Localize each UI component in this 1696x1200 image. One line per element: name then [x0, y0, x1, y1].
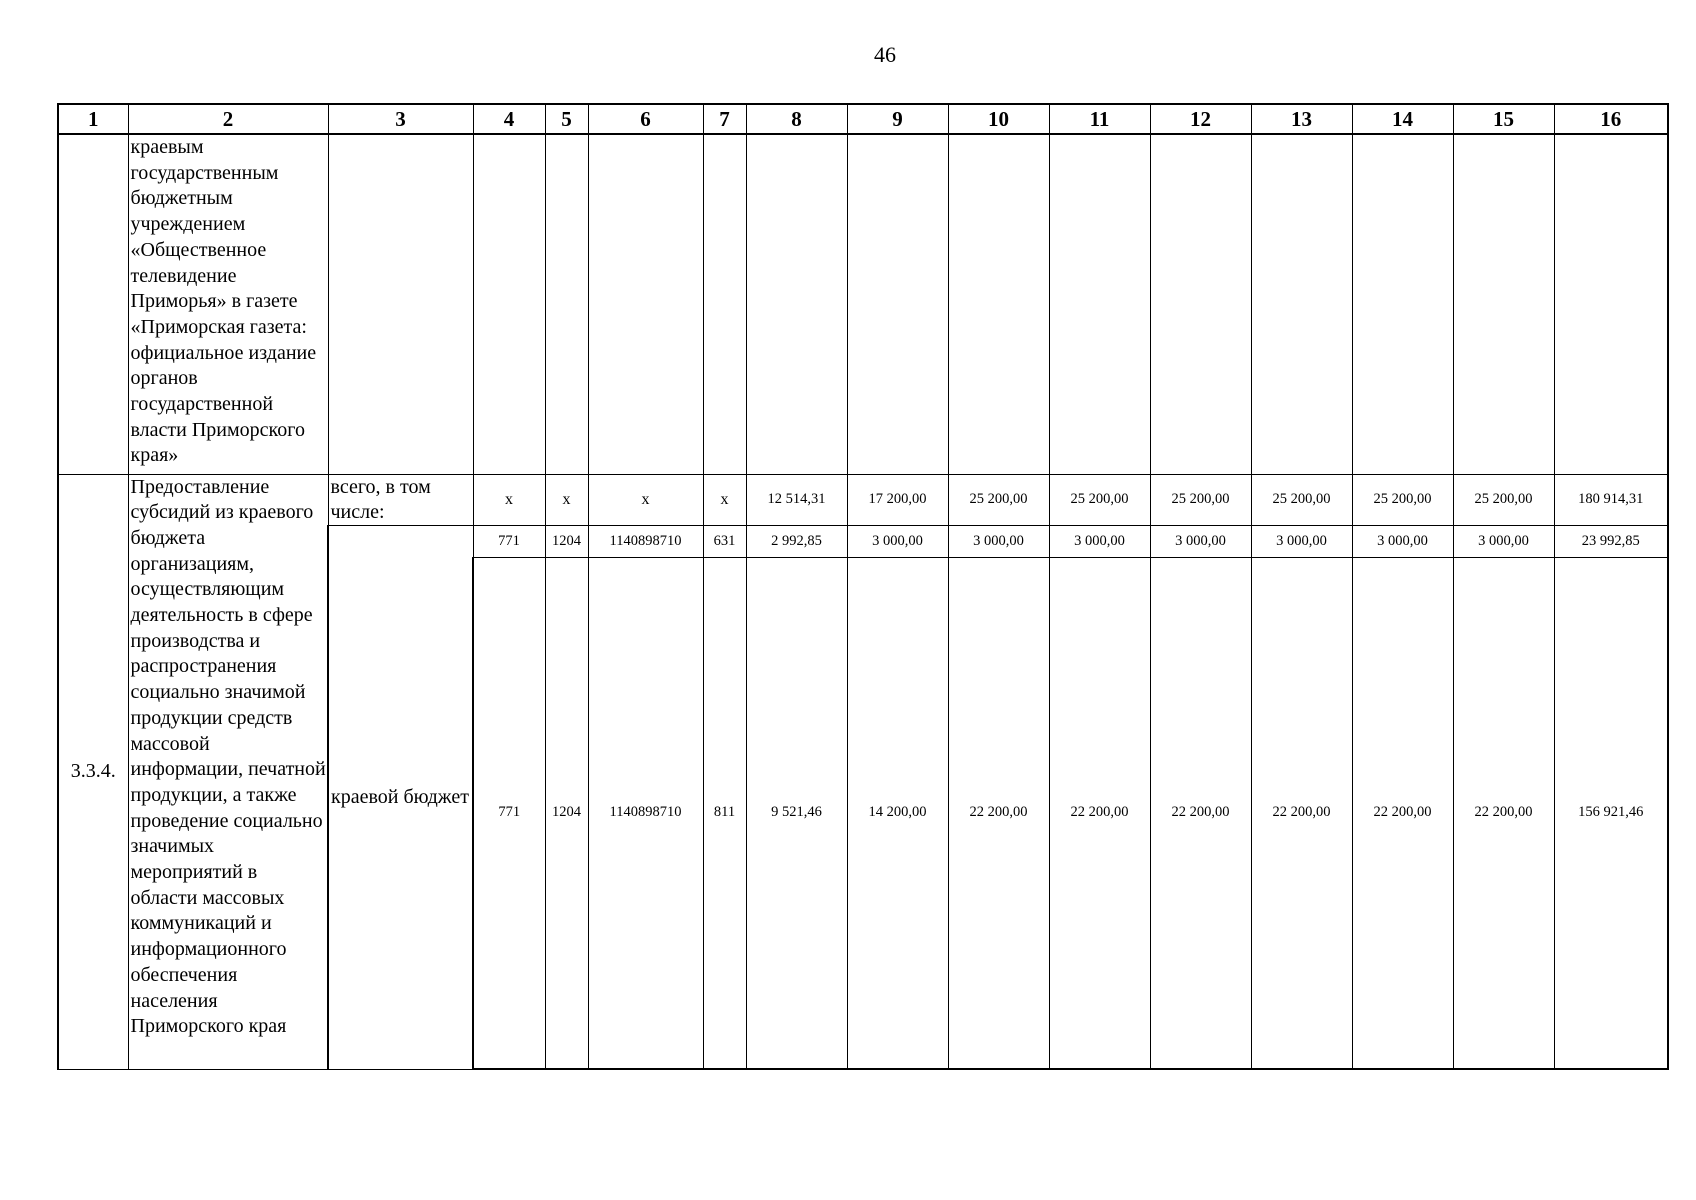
value-cell: 3 000,00 — [1251, 525, 1352, 557]
value-cell: 3 000,00 — [1352, 525, 1453, 557]
value-cell: 22 200,00 — [1150, 557, 1251, 1069]
budget-table — [57, 103, 1669, 1070]
empty-cell — [473, 134, 545, 474]
value-cell: 25 200,00 — [1352, 474, 1453, 525]
header-cell: 12 — [1150, 104, 1251, 134]
header-row — [58, 104, 1668, 134]
header-cell: 10 — [948, 104, 1049, 134]
item-name: Предоставление субсидий из краевого бюджета организациям, осуществляющим деятельность в сфере производства и распространения социально значимой продукции средств массовой информации, печатной продукции, а также проведение социально значимых мероприятий в области массовых коммуникаций и информационного обеспечения населения Приморского края — [128, 474, 328, 1069]
header-cell: 5 — [545, 104, 588, 134]
empty-cell — [847, 134, 948, 474]
value-cell: 156 921,46 — [1554, 557, 1668, 1069]
header-cell: 2 — [128, 104, 328, 134]
continuation-row — [58, 134, 1668, 474]
header-cell: 1 — [58, 104, 128, 134]
header-cell: 8 — [746, 104, 847, 134]
empty-cell — [545, 134, 588, 474]
header-cell: 3 — [328, 104, 473, 134]
empty-cell — [1352, 134, 1453, 474]
value-cell: 3 000,00 — [1049, 525, 1150, 557]
value-cell: 25 200,00 — [1251, 474, 1352, 525]
header-cell: 11 — [1049, 104, 1150, 134]
empty-cell — [948, 134, 1049, 474]
cell-c7: 811 — [703, 557, 746, 1069]
empty-cell — [1251, 134, 1352, 474]
header-cell: 16 — [1554, 104, 1668, 134]
cell-c7: х — [703, 474, 746, 525]
empty-cell — [1453, 134, 1554, 474]
empty-cell — [328, 134, 473, 474]
value-cell: 22 200,00 — [1251, 557, 1352, 1069]
value-cell: 3 000,00 — [948, 525, 1049, 557]
item-total-row — [58, 474, 1668, 525]
value-cell: 25 200,00 — [948, 474, 1049, 525]
value-cell: 14 200,00 — [847, 557, 948, 1069]
value-cell: 22 200,00 — [1453, 557, 1554, 1069]
value-cell: 12 514,31 — [746, 474, 847, 525]
value-cell: 2 992,85 — [746, 525, 847, 557]
header-cell: 15 — [1453, 104, 1554, 134]
value-cell: 25 200,00 — [1150, 474, 1251, 525]
value-cell: 22 200,00 — [948, 557, 1049, 1069]
item-number: 3.3.4. — [58, 474, 128, 1069]
cell-c5: 1204 — [545, 557, 588, 1069]
cell-c5: 1204 — [545, 525, 588, 557]
cell-c6: 1140898710 — [588, 557, 703, 1069]
value-cell: 25 200,00 — [1049, 474, 1150, 525]
cell-c7: 631 — [703, 525, 746, 557]
empty-cell — [1049, 134, 1150, 474]
empty-cell — [1150, 134, 1251, 474]
empty-cell — [746, 134, 847, 474]
empty-cell — [588, 134, 703, 474]
funding-source: краевой бюджет — [328, 525, 473, 1069]
value-cell: 3 000,00 — [1150, 525, 1251, 557]
cell-c6: х — [588, 474, 703, 525]
cell-c5: х — [545, 474, 588, 525]
empty-cell — [1554, 134, 1668, 474]
cell-c4: х — [473, 474, 545, 525]
header-cell: 6 — [588, 104, 703, 134]
header-cell: 9 — [847, 104, 948, 134]
value-cell: 25 200,00 — [1453, 474, 1554, 525]
funding-source: всего, в том числе: — [328, 474, 473, 525]
cell-c4: 771 — [473, 557, 545, 1069]
header-cell: 14 — [1352, 104, 1453, 134]
value-cell: 180 914,31 — [1554, 474, 1668, 525]
value-cell: 23 992,85 — [1554, 525, 1668, 557]
value-cell: 9 521,46 — [746, 557, 847, 1069]
value-cell: 3 000,00 — [1453, 525, 1554, 557]
value-cell: 22 200,00 — [1049, 557, 1150, 1069]
header-cell: 13 — [1251, 104, 1352, 134]
header-cell: 4 — [473, 104, 545, 134]
cell-c4: 771 — [473, 525, 545, 557]
continued-item-text: краевым государственным бюджетным учреждением «Общественное телевидение Приморья» в газете «Приморская газета: официальное издание органов государственной власти Приморского края» — [128, 134, 328, 474]
cell-c6: 1140898710 — [588, 525, 703, 557]
header-cell: 7 — [703, 104, 746, 134]
value-cell: 17 200,00 — [847, 474, 948, 525]
page-number: 46 — [874, 42, 896, 67]
empty-cell — [58, 134, 128, 474]
value-cell: 22 200,00 — [1352, 557, 1453, 1069]
empty-cell — [703, 134, 746, 474]
value-cell: 3 000,00 — [847, 525, 948, 557]
